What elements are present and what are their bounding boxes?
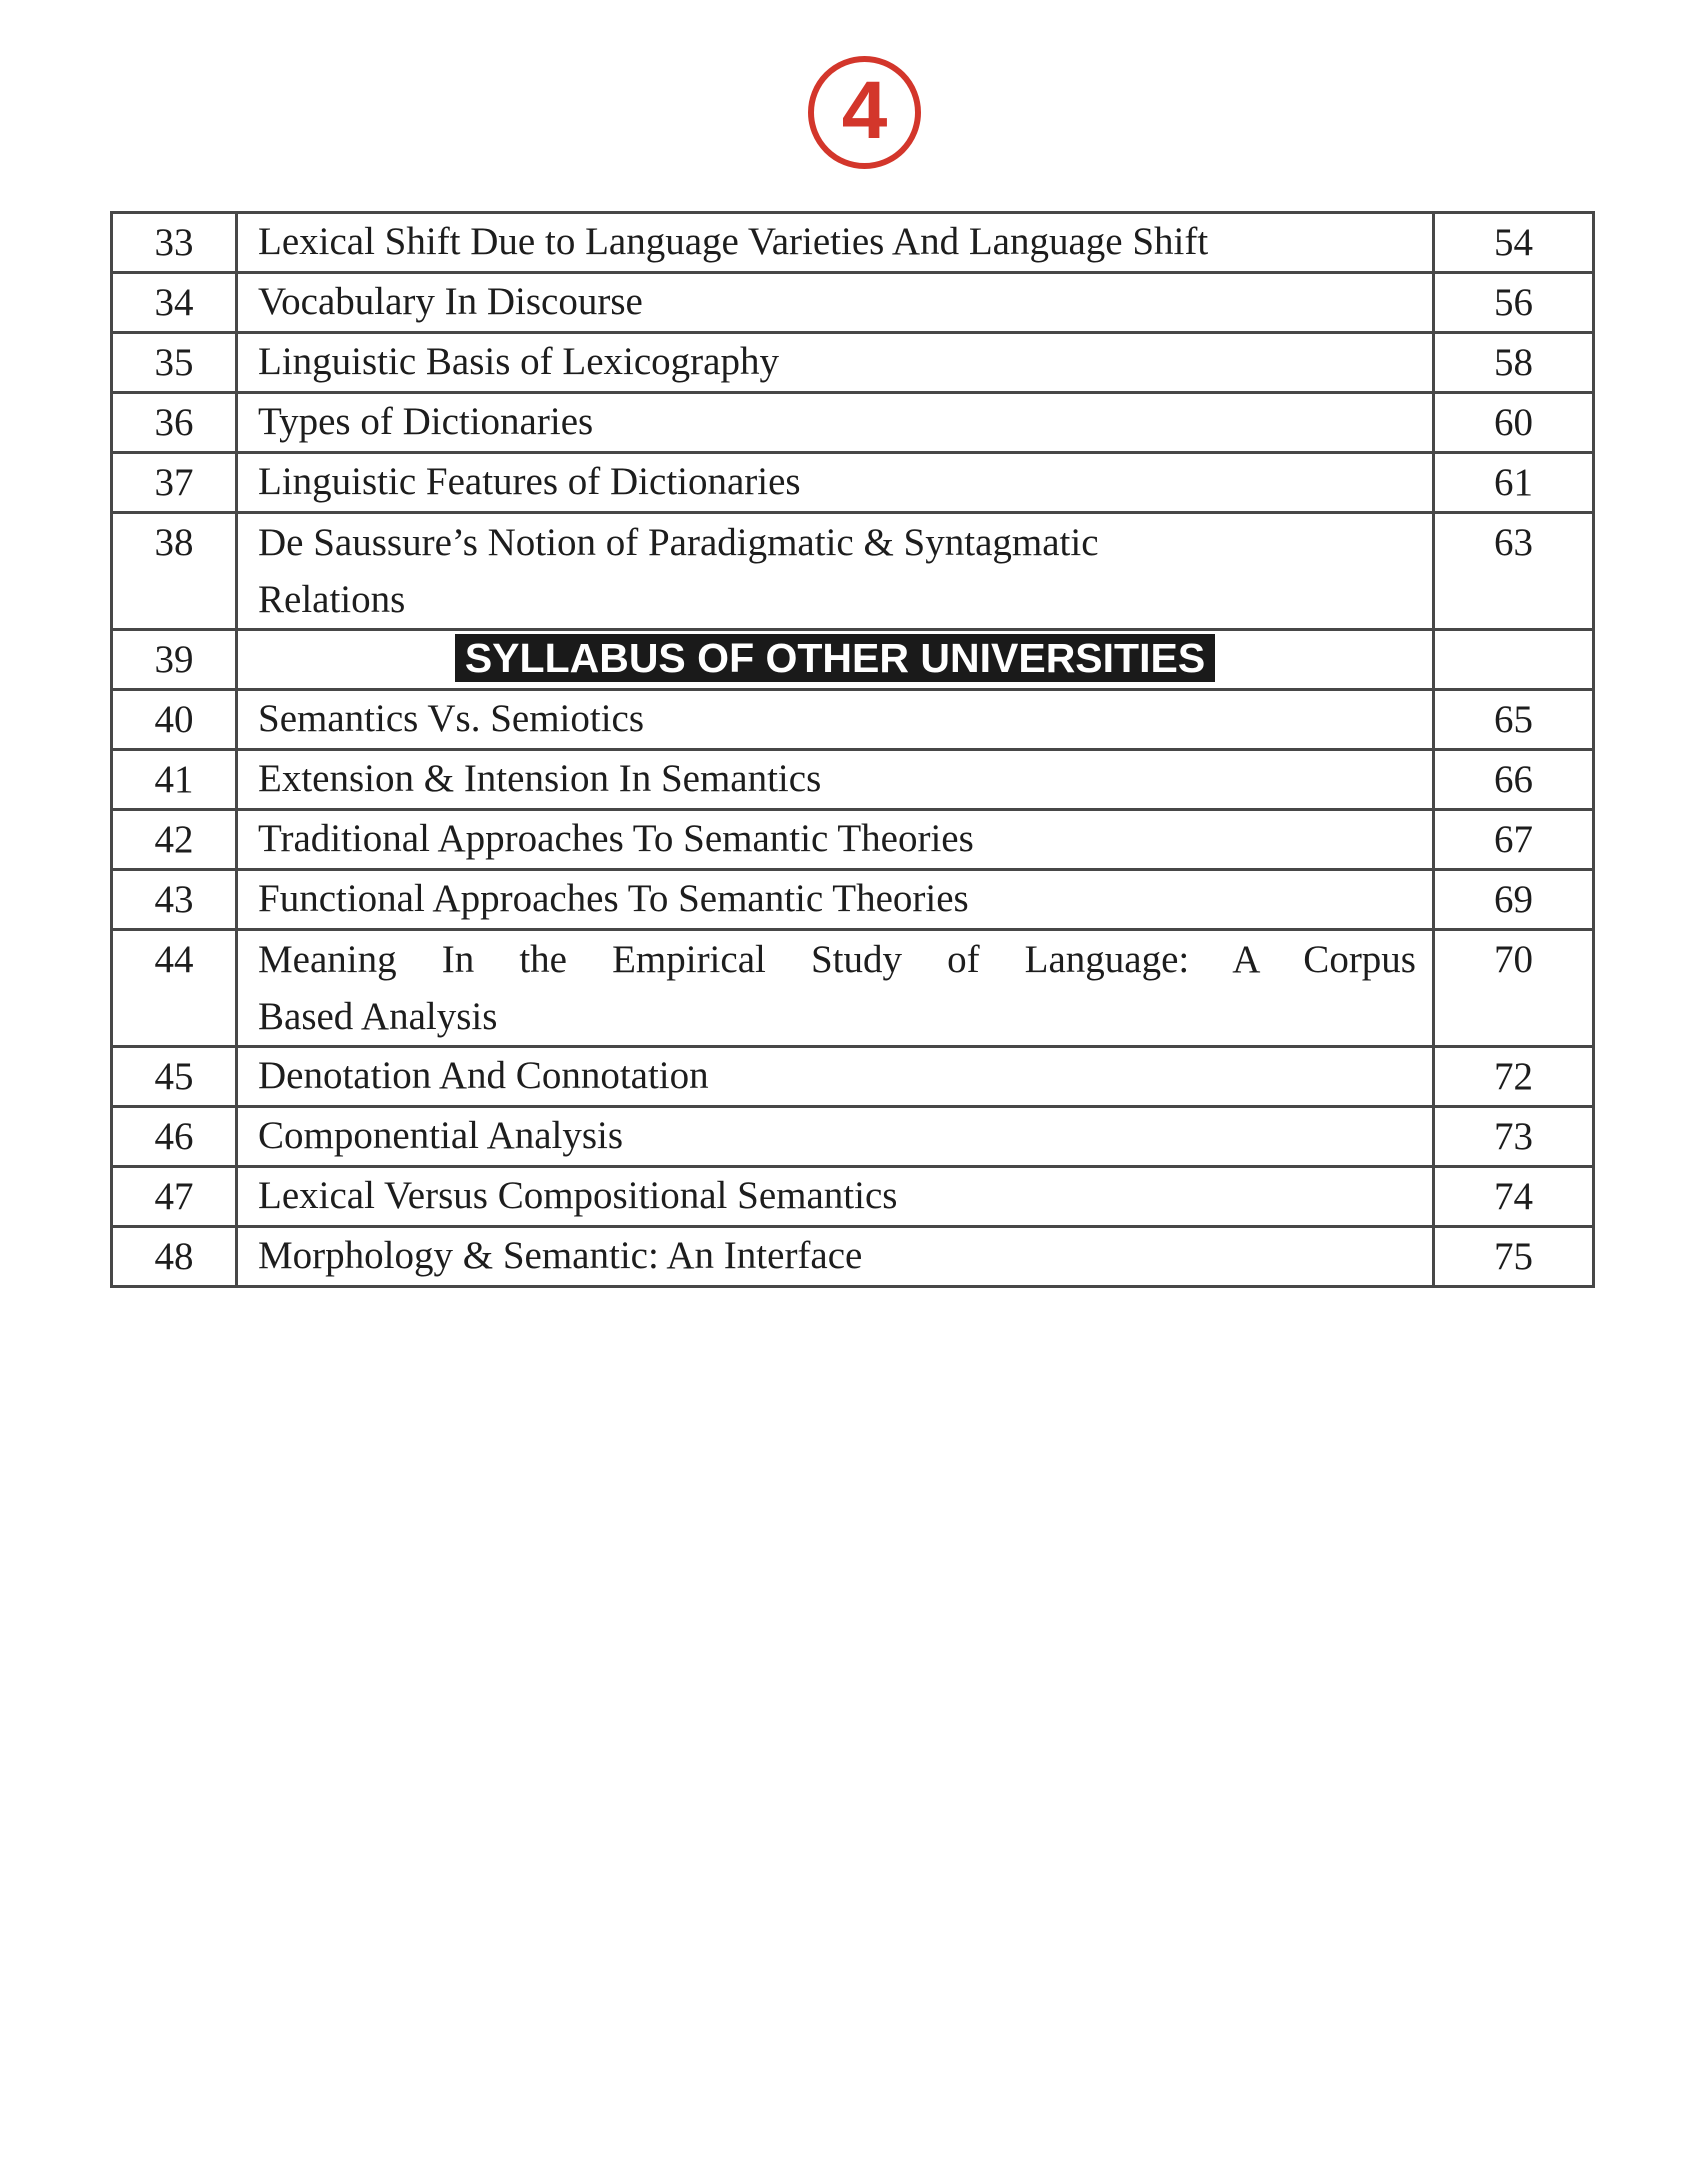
title-line-2: Based Analysis: [258, 995, 498, 1038]
title-line-1: Morphology & Semantic: An Interface: [258, 1234, 863, 1277]
row-page-cell: 67: [1434, 810, 1594, 870]
row-page-cell: 73: [1434, 1107, 1594, 1167]
row-title-cell: [237, 453, 1434, 513]
title-line-1: Extension & Intension In Semantics: [258, 757, 822, 800]
row-number-cell: 43: [112, 870, 237, 930]
row-page-cell: 66: [1434, 750, 1594, 810]
title-line-1: De Saussure’s Notion of Paradigmatic & Syntagmatic: [258, 521, 1099, 564]
row-page-cell: 75: [1434, 1227, 1594, 1287]
row-title-cell: [237, 1047, 1434, 1107]
table-row: [112, 513, 1594, 630]
table-row: [112, 1227, 1594, 1287]
row-number-cell: 33: [112, 213, 237, 273]
row-page-cell: [1434, 630, 1594, 690]
title-line-1: Types of Dictionaries: [258, 400, 594, 443]
table-row: [112, 810, 1594, 870]
title-line-1: Linguistic Basis of Lexicography: [258, 340, 779, 383]
table-row: [112, 930, 1594, 1047]
row-title-cell: [237, 393, 1434, 453]
row-page-cell: 54: [1434, 213, 1594, 273]
table-row: [112, 1107, 1594, 1167]
row-page-cell: 70: [1434, 930, 1594, 1047]
row-number-cell: 35: [112, 333, 237, 393]
row-number-cell: 46: [112, 1107, 237, 1167]
row-page-cell: 65: [1434, 690, 1594, 750]
toc-table: [110, 211, 1595, 1288]
row-title-cell: [237, 870, 1434, 930]
row-number-cell: 39: [112, 630, 237, 690]
table-row: [112, 750, 1594, 810]
table-row: [112, 1167, 1594, 1227]
title-line-1: Traditional Approaches To Semantic Theories: [258, 817, 974, 860]
table-row: [112, 453, 1594, 513]
page-number-text: 4: [841, 64, 888, 156]
row-page-cell: 56: [1434, 273, 1594, 333]
table-row: [112, 393, 1594, 453]
row-number-cell: 41: [112, 750, 237, 810]
table-row: [112, 1047, 1594, 1107]
title-line-1: [238, 631, 1432, 687]
row-title-cell: [237, 690, 1434, 750]
title-line-1: Semantics Vs. Semiotics: [258, 697, 645, 740]
title-line-1: Lexical Shift Due to Language Varieties And Language Shift: [258, 220, 1209, 263]
row-number-cell: 42: [112, 810, 237, 870]
title-line-1: Linguistic Features of Dictionaries: [258, 460, 801, 503]
row-number-cell: 37: [112, 453, 237, 513]
row-page-cell: 60: [1434, 393, 1594, 453]
row-number-cell: 48: [112, 1227, 237, 1287]
title-line-1: Vocabulary In Discourse: [258, 280, 643, 323]
table-row: [112, 213, 1594, 273]
title-line-1: Meaning In the Empirical Study of Language: A Corpus: [258, 938, 1416, 981]
row-title-cell: [237, 213, 1434, 273]
row-page-cell: 63: [1434, 513, 1594, 630]
row-title-cell: [237, 273, 1434, 333]
row-number-cell: 36: [112, 393, 237, 453]
row-title-cell: [237, 1107, 1434, 1167]
row-page-cell: 72: [1434, 1047, 1594, 1107]
table-row: [112, 333, 1594, 393]
row-number-cell: 40: [112, 690, 237, 750]
row-page-cell: 61: [1434, 453, 1594, 513]
table-row: [112, 630, 1594, 690]
table-row: [112, 273, 1594, 333]
row-title-cell: [237, 630, 1434, 690]
title-line-1: Lexical Versus Compositional Semantics: [258, 1174, 898, 1217]
row-number-cell: 47: [112, 1167, 237, 1227]
row-title-cell: [237, 333, 1434, 393]
row-title-cell: [237, 930, 1434, 1047]
syllabus-highlight: SYLLABUS OF OTHER UNIVERSITIES: [455, 634, 1215, 682]
row-number-cell: 44: [112, 930, 237, 1047]
row-page-cell: 69: [1434, 870, 1594, 930]
toc-body: [112, 213, 1594, 1287]
row-number-cell: 34: [112, 273, 237, 333]
row-number-cell: 38: [112, 513, 237, 630]
title-line-2: Relations: [258, 578, 406, 621]
page-number-badge: [808, 56, 921, 169]
title-line-1: Denotation And Connotation: [258, 1054, 709, 1097]
row-title-cell: [237, 750, 1434, 810]
title-line-1: Functional Approaches To Semantic Theories: [258, 877, 969, 920]
row-number-cell: 45: [112, 1047, 237, 1107]
row-title-cell: [237, 1227, 1434, 1287]
row-title-cell: [237, 513, 1434, 630]
table-row: [112, 690, 1594, 750]
row-title-cell: [237, 1167, 1434, 1227]
title-line-1: Componential Analysis: [258, 1114, 624, 1157]
table-row: [112, 870, 1594, 930]
row-page-cell: 58: [1434, 333, 1594, 393]
row-title-cell: [237, 810, 1434, 870]
row-page-cell: 74: [1434, 1167, 1594, 1227]
